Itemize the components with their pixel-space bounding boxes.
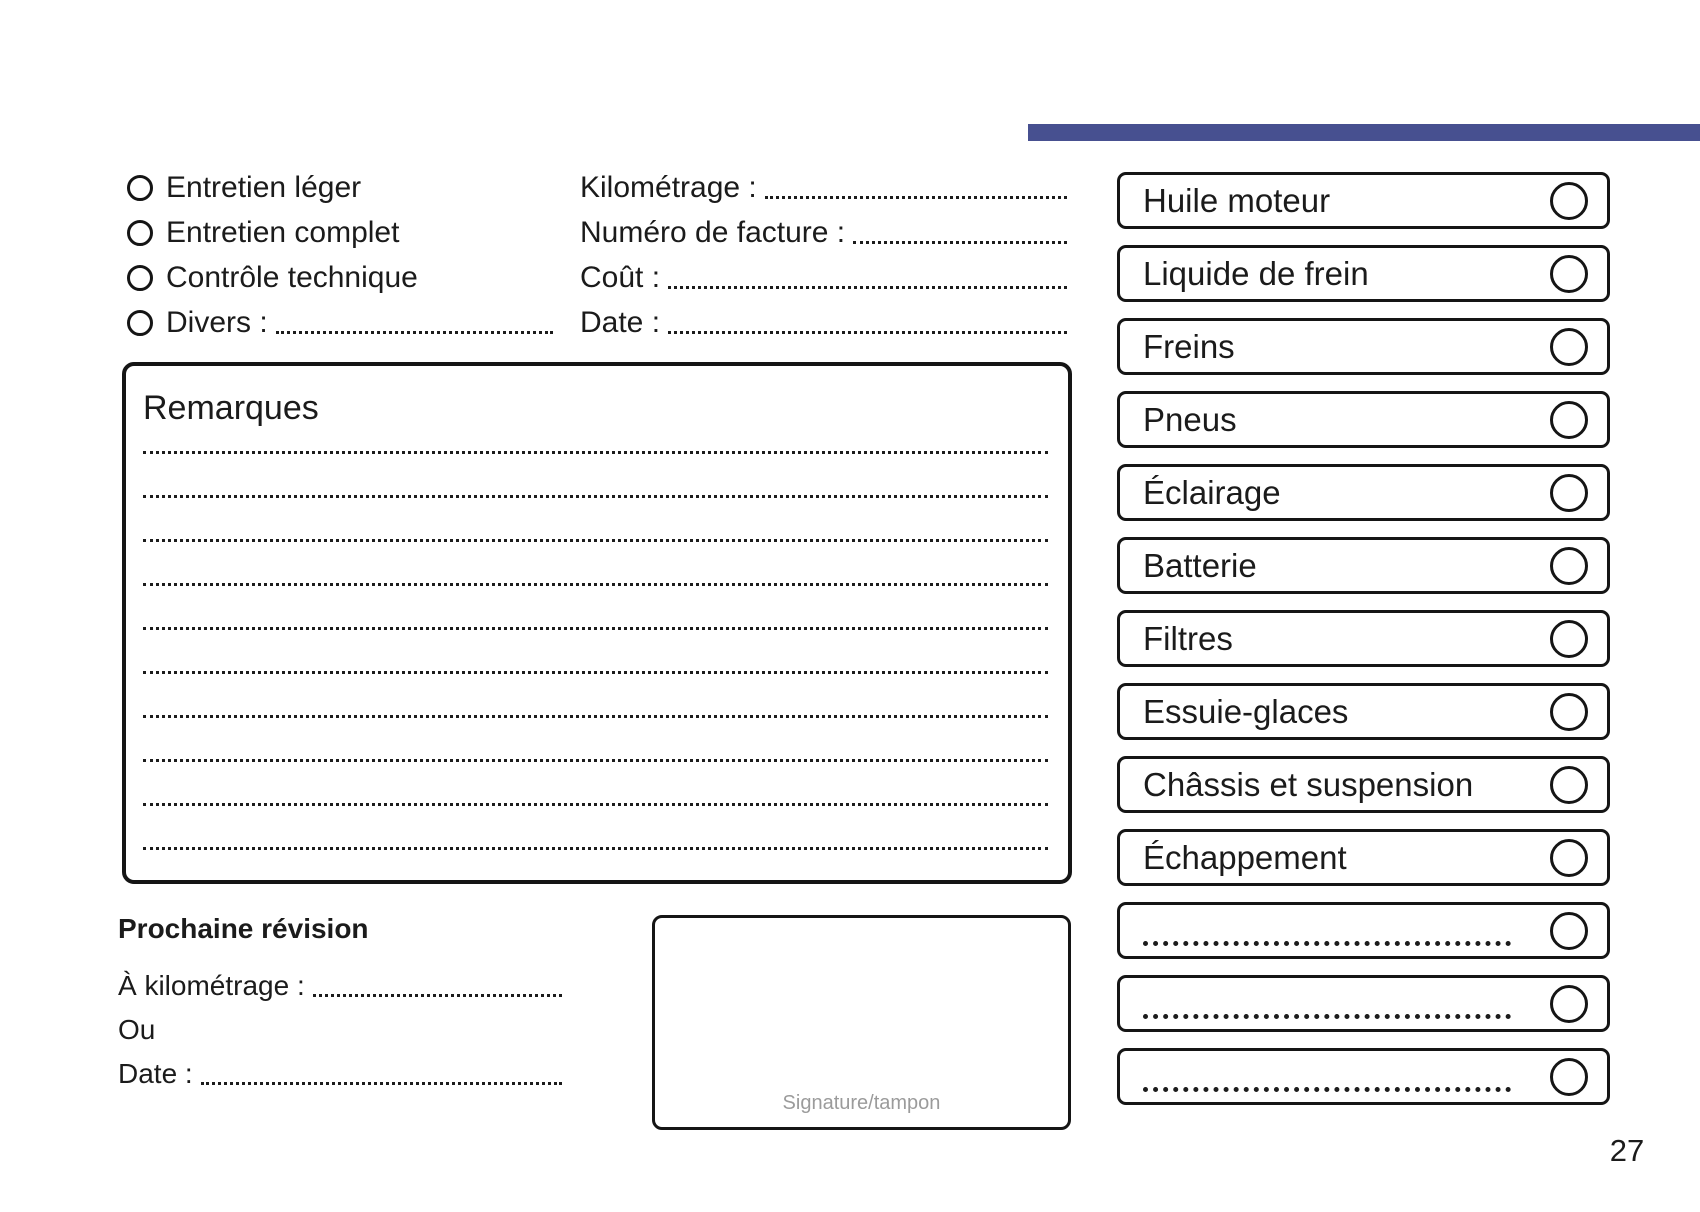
checklist-item-label: Châssis et suspension bbox=[1143, 765, 1474, 803]
checklist-circle[interactable] bbox=[1550, 912, 1588, 950]
checklist-circle[interactable] bbox=[1550, 547, 1588, 585]
remarks-fill-in-line[interactable] bbox=[143, 715, 1048, 718]
checklist-circle[interactable] bbox=[1550, 328, 1588, 366]
checklist-item bbox=[1117, 829, 1610, 886]
checklist-item bbox=[1117, 391, 1610, 448]
checklist-item bbox=[1117, 902, 1610, 959]
invoice-fill-in-line[interactable] bbox=[668, 331, 1067, 334]
remarks-fill-in-line[interactable] bbox=[143, 539, 1048, 542]
checklist-fill-in-line[interactable] bbox=[1143, 1014, 1511, 1019]
invoice-field-row bbox=[580, 305, 1067, 341]
invoice-field-label: Coût : bbox=[580, 261, 661, 294]
next-service-row bbox=[118, 968, 562, 1004]
divers-fill-in-line[interactable] bbox=[276, 331, 553, 334]
checklist-item-label: Échappement bbox=[1143, 838, 1347, 876]
checklist-item-label: Liquide de frein bbox=[1143, 254, 1369, 292]
radio-circle[interactable] bbox=[127, 310, 153, 336]
service-option-label: Contrôle technique bbox=[166, 261, 418, 294]
remarks-fill-in-line[interactable] bbox=[143, 583, 1048, 586]
remarks-lines bbox=[143, 451, 1048, 891]
next-service-fields bbox=[118, 968, 562, 1092]
checklist-item bbox=[1117, 172, 1610, 229]
checklist-item bbox=[1117, 318, 1610, 375]
remarks-fill-in-line[interactable] bbox=[143, 759, 1048, 762]
checklist-fill-in-line[interactable] bbox=[1143, 941, 1511, 946]
accent-bar bbox=[1028, 124, 1700, 141]
invoice-fill-in-line[interactable] bbox=[765, 196, 1067, 199]
checklist-item bbox=[1117, 756, 1610, 813]
checklist-circle[interactable] bbox=[1550, 620, 1588, 658]
checklist-item bbox=[1117, 610, 1610, 667]
invoice-field-row bbox=[580, 260, 1067, 296]
service-option-label: Entretien complet bbox=[166, 216, 400, 249]
checklist-item bbox=[1117, 975, 1610, 1032]
checklist-item-label: Pneus bbox=[1143, 400, 1237, 438]
next-service-label: À kilométrage : bbox=[118, 970, 305, 1001]
next-service-fill-in-line[interactable] bbox=[313, 994, 562, 997]
checklist-circle[interactable] bbox=[1550, 839, 1588, 877]
checklist-circle[interactable] bbox=[1550, 401, 1588, 439]
invoice-fill-in-line[interactable] bbox=[668, 286, 1067, 289]
next-service-row bbox=[118, 1056, 562, 1092]
next-service-row bbox=[118, 1012, 562, 1048]
service-option-row bbox=[127, 305, 553, 341]
checklist-item-label: Huile moteur bbox=[1143, 181, 1331, 219]
checklist-item-label: Essuie-glaces bbox=[1143, 692, 1349, 730]
invoice-field-label: Numéro de facture : bbox=[580, 216, 846, 249]
checklist bbox=[1117, 172, 1610, 1105]
remarks-fill-in-line[interactable] bbox=[143, 495, 1048, 498]
next-service-label: Ou bbox=[118, 1014, 156, 1045]
service-option-label: Divers : bbox=[166, 306, 268, 339]
checklist-item bbox=[1117, 683, 1610, 740]
invoice-field-row bbox=[580, 170, 1067, 206]
invoice-field-row bbox=[580, 215, 1067, 251]
checklist-circle[interactable] bbox=[1550, 693, 1588, 731]
checklist-circle[interactable] bbox=[1550, 1058, 1588, 1096]
service-option-row bbox=[127, 170, 553, 206]
next-service-fill-in-line[interactable] bbox=[201, 1082, 562, 1085]
next-service-title: Prochaine révision bbox=[118, 913, 369, 944]
invoice-fill-in-line[interactable] bbox=[853, 241, 1067, 244]
radio-circle[interactable] bbox=[127, 175, 153, 201]
remarks-title: Remarques bbox=[143, 389, 319, 427]
checklist-item-label: Filtres bbox=[1143, 619, 1233, 657]
signature-box[interactable] bbox=[652, 915, 1071, 1130]
remarks-fill-in-line[interactable] bbox=[143, 671, 1048, 674]
checklist-item-label: Freins bbox=[1143, 327, 1235, 365]
invoice-field-label: Date : bbox=[580, 306, 661, 339]
checklist-item-label: Batterie bbox=[1143, 546, 1257, 584]
page-number: 27 bbox=[1609, 1133, 1645, 1168]
checklist-circle[interactable] bbox=[1550, 766, 1588, 804]
remarks-fill-in-line[interactable] bbox=[143, 627, 1048, 630]
remarks-fill-in-line[interactable] bbox=[143, 803, 1048, 806]
checklist-item-label: Éclairage bbox=[1143, 473, 1281, 511]
checklist-circle[interactable] bbox=[1550, 255, 1588, 293]
invoice-field-label: Kilométrage : bbox=[580, 171, 757, 204]
radio-circle[interactable] bbox=[127, 220, 153, 246]
remarks-fill-in-line[interactable] bbox=[143, 847, 1048, 850]
checklist-circle[interactable] bbox=[1550, 182, 1588, 220]
remarks-fill-in-line[interactable] bbox=[143, 451, 1048, 454]
checklist-item bbox=[1117, 537, 1610, 594]
invoice-fields bbox=[580, 170, 1067, 341]
signature-label: Signature/tampon bbox=[782, 1092, 941, 1114]
next-service-label: Date : bbox=[118, 1058, 193, 1089]
service-option-row bbox=[127, 260, 553, 296]
service-option-row bbox=[127, 215, 553, 251]
service-type-options bbox=[127, 170, 553, 341]
checklist-item bbox=[1117, 1048, 1610, 1105]
remarks-box bbox=[122, 362, 1072, 884]
radio-circle[interactable] bbox=[127, 265, 153, 291]
checklist-item bbox=[1117, 245, 1610, 302]
checklist-item bbox=[1117, 464, 1610, 521]
service-option-label: Entretien léger bbox=[166, 171, 362, 204]
checklist-fill-in-line[interactable] bbox=[1143, 1087, 1511, 1092]
checklist-circle[interactable] bbox=[1550, 474, 1588, 512]
checklist-circle[interactable] bbox=[1550, 985, 1588, 1023]
